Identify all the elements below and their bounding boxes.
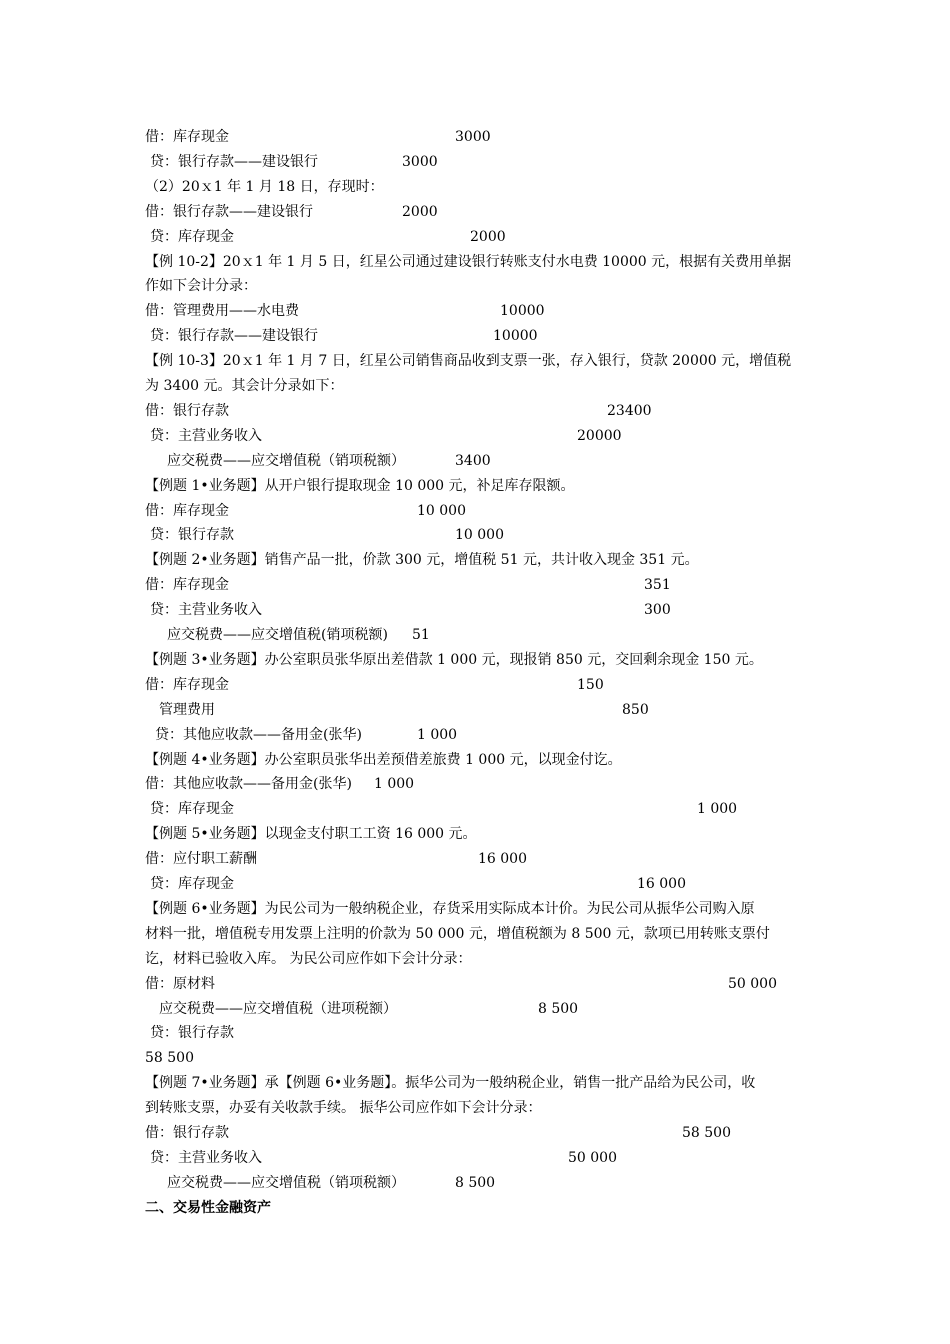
text-line bbox=[0, 847, 950, 871]
amount: 3400 bbox=[455, 452, 491, 469]
line-text: 【例题 1•业务题】从开户银行提取现金 10 000 元，补足库存限额。 bbox=[145, 477, 575, 494]
text-line bbox=[0, 1096, 950, 1120]
line-text: 借：应付职工薪酬 bbox=[145, 851, 257, 868]
amount: 10 000 bbox=[455, 527, 504, 544]
line-text: 贷：库存现金 bbox=[150, 801, 234, 818]
text-line bbox=[0, 424, 950, 448]
line-text: 贷：主营业务收入 bbox=[150, 1149, 262, 1166]
amount: 58 500 bbox=[682, 1125, 731, 1141]
line-text: 到转账支票，办妥有关收款手续。 振华公司应作如下会计分录： bbox=[145, 1100, 542, 1117]
line-text: 借：其他应收款——备用金(张华) bbox=[145, 776, 352, 793]
amount: 10000 bbox=[493, 328, 538, 345]
text-line bbox=[0, 1071, 950, 1095]
line-text: 材料一批，增值税专用发票上注明的价款为 50 000 元，增值税额为 8 500 元，款项已用转账支票付 bbox=[145, 925, 770, 942]
text-line bbox=[0, 573, 950, 597]
text-line bbox=[0, 598, 950, 622]
line-text: 管理费用 bbox=[159, 701, 215, 718]
line-text: 借：原材料 bbox=[145, 975, 215, 992]
line-text: 【例题 6•业务题】为民公司为一般纳税企业，存货采用实际成本计价。为民公司从振华公司购入原 bbox=[145, 900, 755, 917]
line-text: 借：库存现金 bbox=[145, 502, 229, 519]
text-line bbox=[0, 299, 950, 323]
line-text: 二、交易性金融资产 bbox=[145, 1199, 271, 1216]
amount: 850 bbox=[622, 701, 649, 718]
line-text: 【例题 5•业务题】以现金支付职工工资 16 000 元。 bbox=[145, 826, 477, 843]
text-line bbox=[0, 150, 950, 174]
text-line bbox=[0, 922, 950, 946]
line-text: 【例题 3•业务题】办公室职员张华原出差借款 1 000 元，现报销 850 元，交回剩余现金 150 元。 bbox=[145, 651, 763, 668]
line-text: 【例题 7•业务题】承【例题 6•业务题】。振华公司为一般纳税企业，销售一批产品给为民公司，收 bbox=[145, 1075, 756, 1092]
text-line bbox=[0, 399, 950, 423]
text-line bbox=[0, 374, 950, 398]
amount: 10 000 bbox=[417, 502, 466, 519]
line-text: 【例 10-3】20ｘ1 年 1 月 7 日，红星公司销售商品收到支票一张，存入银行，贷款 20000 元，增值税 bbox=[145, 353, 792, 370]
line-text: 借：银行存款 bbox=[145, 402, 229, 419]
text-line bbox=[0, 972, 950, 996]
line-text: 【例 10-2】20ｘ1 年 1 月 5 日，红星公司通过建设银行转账支付水电费 10000 元，根据有关费用单据 bbox=[145, 253, 792, 270]
amount: 1 000 bbox=[697, 801, 738, 818]
line-text: 借：管理费用——水电费 bbox=[145, 303, 299, 320]
text-line bbox=[0, 349, 950, 373]
amount: 300 bbox=[644, 602, 671, 619]
text-line bbox=[0, 1046, 950, 1070]
amount: 150 bbox=[577, 676, 604, 693]
text-line bbox=[0, 623, 950, 647]
line-text: 应交税费——应交增值税(销项税额) bbox=[167, 627, 388, 643]
line-text: 贷：库存现金 bbox=[150, 228, 234, 245]
text-line bbox=[0, 1121, 950, 1145]
text-line bbox=[0, 523, 950, 547]
amount: 1 000 bbox=[374, 776, 415, 793]
line-text: 贷：银行存款 bbox=[150, 1025, 234, 1042]
text-line bbox=[0, 997, 950, 1021]
text-line bbox=[0, 648, 950, 672]
amount: 20000 bbox=[577, 427, 622, 444]
amount: 2000 bbox=[470, 228, 506, 245]
text-line bbox=[0, 1021, 950, 1045]
amount: 8 500 bbox=[538, 1000, 579, 1017]
line-text: 借：库存现金 bbox=[145, 676, 229, 693]
text-line bbox=[0, 274, 950, 298]
line-text: 贷：主营业务收入 bbox=[150, 427, 262, 444]
text-line bbox=[0, 250, 950, 274]
line-text: 借：库存现金 bbox=[145, 129, 229, 145]
text-line bbox=[0, 947, 950, 971]
amount: 8 500 bbox=[455, 1174, 496, 1191]
amount: 1 000 bbox=[417, 726, 458, 743]
text-line bbox=[0, 474, 950, 498]
line-text: 作如下会计分录： bbox=[145, 278, 257, 295]
text-line bbox=[0, 797, 950, 821]
section-heading bbox=[0, 1196, 950, 1220]
line-text: 借：库存现金 bbox=[145, 577, 229, 594]
text-line bbox=[0, 822, 950, 846]
text-line bbox=[0, 673, 950, 697]
text-line bbox=[0, 1171, 950, 1195]
line-text: 贷：主营业务收入 bbox=[150, 602, 262, 619]
line-text: 借：银行存款 bbox=[145, 1125, 229, 1141]
amount: 3000 bbox=[402, 153, 438, 170]
text-line bbox=[0, 324, 950, 348]
text-line bbox=[0, 872, 950, 896]
amount: 3000 bbox=[455, 129, 491, 145]
line-text: 贷：银行存款 bbox=[150, 527, 234, 544]
amount: 51 bbox=[412, 627, 430, 643]
line-text: 借：银行存款——建设银行 bbox=[145, 203, 313, 220]
line-text: 为 3400 元。其会计分录如下： bbox=[145, 378, 344, 394]
amount: 16 000 bbox=[478, 851, 527, 868]
text-line bbox=[0, 897, 950, 921]
text-line bbox=[0, 499, 950, 523]
text-line bbox=[0, 125, 950, 149]
text-line bbox=[0, 723, 950, 747]
text-line bbox=[0, 698, 950, 722]
line-text: 58 500 bbox=[145, 1050, 194, 1067]
text-line bbox=[0, 200, 950, 224]
text-line bbox=[0, 175, 950, 199]
line-text: 应交税费——应交增值税（销项税额） bbox=[167, 1174, 405, 1191]
amount: 2000 bbox=[402, 203, 438, 220]
amount: 50 000 bbox=[728, 975, 777, 992]
line-text: 贷：银行存款——建设银行 bbox=[150, 153, 318, 170]
line-text: 讫，材料已验收入库。 为民公司应作如下会计分录： bbox=[145, 950, 472, 967]
line-text: 【例题 2•业务题】销售产品一批，价款 300 元，增值税 51 元，共计收入现金 351 元。 bbox=[145, 552, 699, 569]
amount: 50 000 bbox=[568, 1149, 617, 1166]
amount: 23400 bbox=[607, 402, 652, 419]
text-line bbox=[0, 548, 950, 572]
text-line bbox=[0, 1146, 950, 1170]
line-text: 【例题 4•业务题】办公室职员张华出差预借差旅费 1 000 元，以现金付讫。 bbox=[145, 751, 622, 768]
line-text: 贷：银行存款——建设银行 bbox=[150, 328, 318, 345]
line-text: 贷：库存现金 bbox=[150, 876, 234, 892]
text-line bbox=[0, 225, 950, 249]
line-text: （2）20ｘ1 年 1 月 18 日，存现时： bbox=[145, 178, 384, 195]
amount: 351 bbox=[644, 577, 671, 594]
line-text: 贷：其他应收款——备用金(张华) bbox=[155, 726, 362, 743]
amount: 16 000 bbox=[637, 876, 686, 892]
text-line bbox=[0, 449, 950, 473]
line-text: 应交税费——应交增值税（销项税额） bbox=[167, 452, 405, 469]
text-line bbox=[0, 748, 950, 772]
line-text: 应交税费——应交增值税（进项税额） bbox=[159, 1000, 397, 1017]
amount: 10000 bbox=[500, 303, 545, 320]
text-line bbox=[0, 772, 950, 796]
